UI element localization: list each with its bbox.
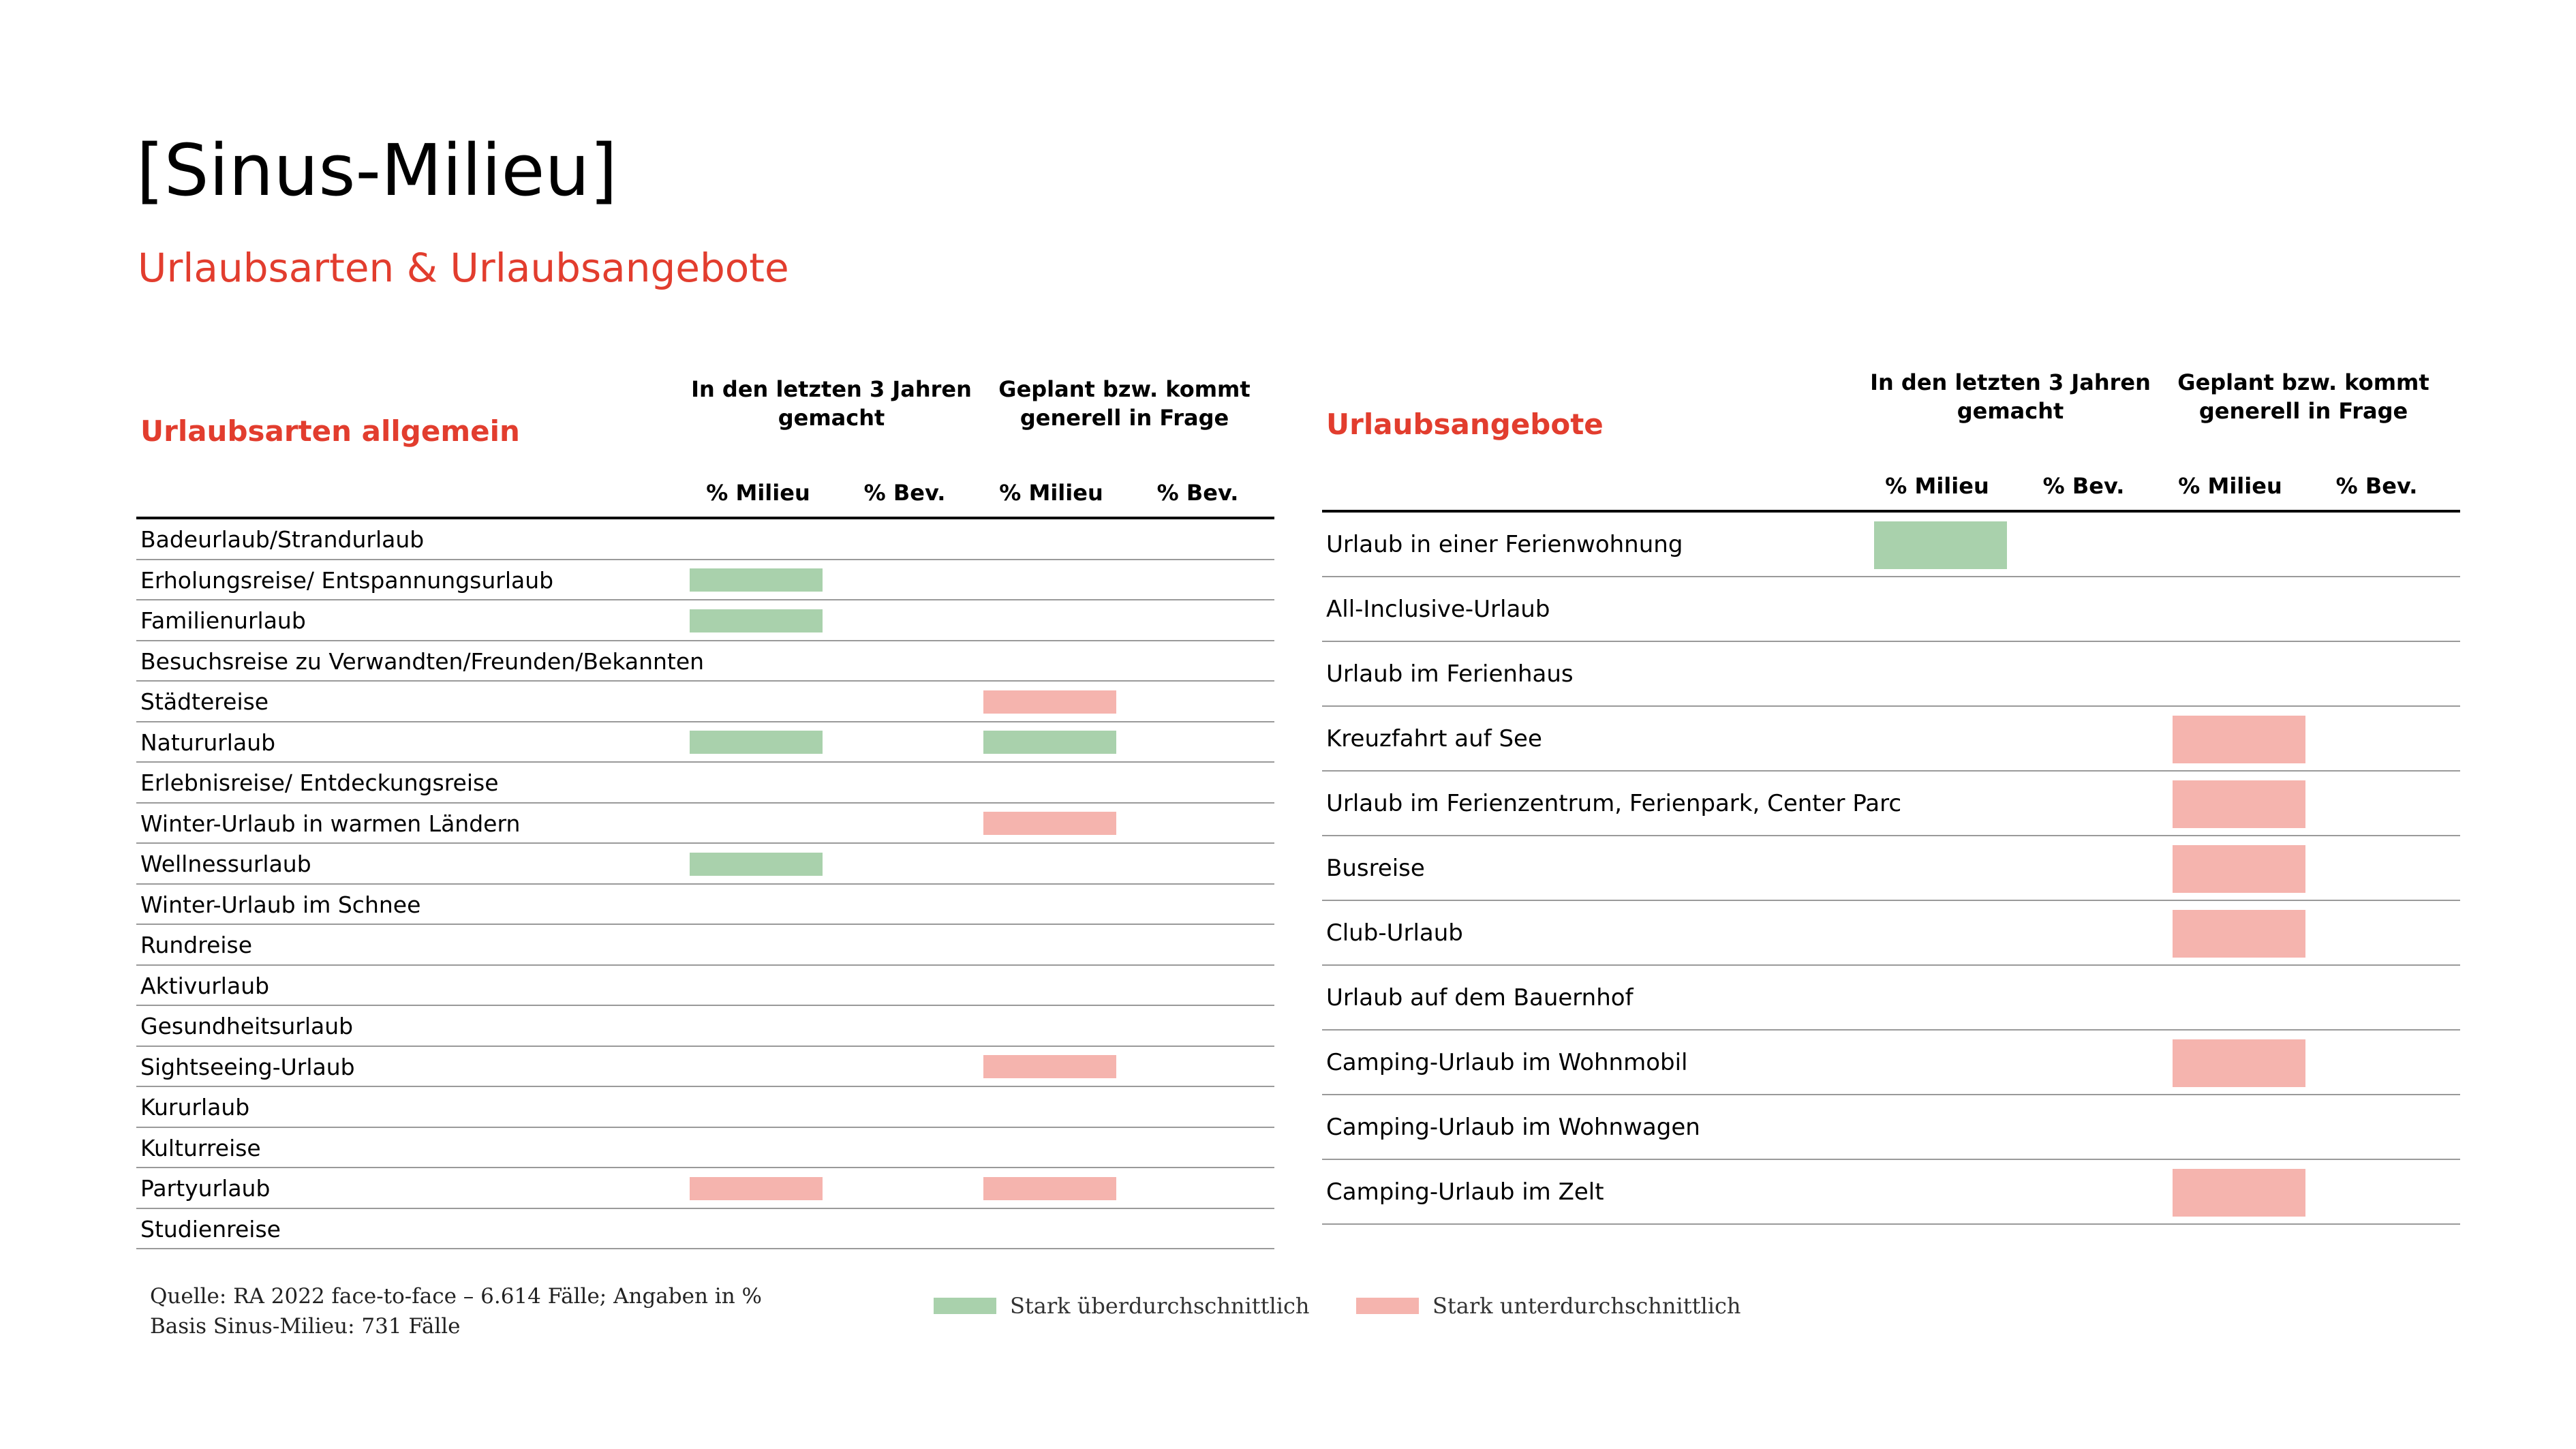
legend-label-below: Stark unterdurchschnittlich xyxy=(1432,1293,1741,1319)
cell-above-average xyxy=(983,731,1116,754)
table-row xyxy=(136,641,1274,682)
table-row xyxy=(1322,1160,2460,1225)
row-label: Camping-Urlaub im Zelt xyxy=(1326,1178,1604,1206)
legend-swatch-below xyxy=(1356,1298,1419,1314)
table-row xyxy=(1322,1095,2460,1160)
row-label: Städtereise xyxy=(140,688,269,715)
row-label: Busreise xyxy=(1326,855,1425,882)
cell-below-average xyxy=(2173,910,2305,958)
row-label: Winter-Urlaub in warmen Ländern xyxy=(140,810,521,837)
table-row xyxy=(136,1047,1274,1088)
row-label: Kulturreise xyxy=(140,1134,261,1161)
page-title: [Sinus-Milieu] xyxy=(136,129,617,212)
row-label: Urlaub im Ferienzentrum, Ferienpark, Center Parc xyxy=(1326,790,1902,817)
col-header-bev-done: % Bev. xyxy=(2042,473,2125,499)
table-row xyxy=(136,1168,1274,1209)
row-label: Wellnessurlaub xyxy=(140,851,311,877)
table-row xyxy=(1322,836,2460,901)
table-row xyxy=(1322,707,2460,772)
cell-below-average xyxy=(983,812,1116,835)
cell-below-average xyxy=(983,1177,1116,1200)
cell-below-average xyxy=(2173,845,2305,893)
group-header-done: In den letzten 3 Jahren gemacht xyxy=(1870,369,2151,424)
section-label: Urlaubsangebote xyxy=(1326,408,1604,441)
table-row xyxy=(1322,901,2460,966)
col-header-milieu-planned: % Milieu xyxy=(999,480,1103,506)
table-row xyxy=(1322,577,2460,642)
cell-below-average xyxy=(2173,1039,2305,1087)
table-rows xyxy=(136,519,1274,1249)
row-label: Kreuzfahrt auf See xyxy=(1326,725,1542,752)
cell-above-average xyxy=(690,609,823,632)
row-label: Urlaub im Ferienhaus xyxy=(1326,660,1574,688)
source-line-1: Quelle: RA 2022 face-to-face – 6.614 Fälle; Angaben in % xyxy=(150,1284,762,1309)
table-row xyxy=(1322,513,2460,577)
table-row xyxy=(136,925,1274,966)
cell-above-average xyxy=(690,568,823,592)
cell-above-average xyxy=(1874,521,2007,569)
cell-below-average xyxy=(690,1177,823,1200)
table-row xyxy=(136,885,1274,926)
row-label: Partyurlaub xyxy=(140,1175,271,1202)
row-label: Sightseeing-Urlaub xyxy=(140,1053,355,1080)
row-label: All-Inclusive-Urlaub xyxy=(1326,596,1550,623)
table-row xyxy=(136,519,1274,560)
table-row xyxy=(1322,966,2460,1031)
group-header-planned: Geplant bzw. kommt generell in Frage xyxy=(2177,369,2429,424)
cell-above-average xyxy=(690,853,823,876)
row-label: Urlaub auf dem Bauernhof xyxy=(1326,984,1634,1011)
table-row xyxy=(136,600,1274,641)
col-header-milieu-done: % Milieu xyxy=(1885,473,1989,499)
table-row xyxy=(136,1209,1274,1250)
row-label: Rundreise xyxy=(140,932,253,958)
row-label: Erlebnisreise/ Entdeckungsreise xyxy=(140,769,499,796)
table-row xyxy=(1322,772,2460,836)
section-label: Urlaubsarten allgemein xyxy=(140,414,520,448)
legend-swatch-above xyxy=(934,1298,996,1314)
source-line-2: Basis Sinus-Milieu: 731 Fälle xyxy=(150,1314,461,1339)
table-row xyxy=(136,560,1274,601)
cell-below-average xyxy=(983,690,1116,714)
table-row xyxy=(1322,642,2460,707)
cell-below-average xyxy=(2173,1169,2305,1217)
row-label: Camping-Urlaub im Wohnmobil xyxy=(1326,1049,1688,1076)
table-row xyxy=(136,722,1274,763)
table-rows xyxy=(1322,513,2460,1225)
row-label: Besuchsreise zu Verwandten/Freunden/Bekannten xyxy=(140,647,705,675)
legend-below xyxy=(1356,1292,1741,1320)
cell-above-average xyxy=(690,731,823,754)
row-label: Kururlaub xyxy=(140,1094,250,1120)
table-row xyxy=(136,1087,1274,1128)
row-label: Badeurlaub/Strandurlaub xyxy=(140,526,425,553)
row-label: Club-Urlaub xyxy=(1326,919,1463,947)
table-row xyxy=(136,844,1274,885)
table-row xyxy=(136,804,1274,844)
row-label: Urlaub in einer Ferienwohnung xyxy=(1326,531,1683,558)
page-subtitle: Urlaubsarten & Urlaubsangebote xyxy=(138,245,789,291)
col-header-bev-planned: % Bev. xyxy=(2335,473,2418,499)
source-note xyxy=(150,1281,762,1341)
row-label: Familienurlaub xyxy=(140,607,306,634)
col-header-bev-planned: % Bev. xyxy=(1156,480,1239,506)
table-row xyxy=(136,1006,1274,1047)
col-header-bev-done: % Bev. xyxy=(863,480,946,506)
cell-below-average xyxy=(2173,716,2305,763)
table-row xyxy=(1322,1031,2460,1095)
table-row xyxy=(136,966,1274,1007)
row-label: Erholungsreise/ Entspannungsurlaub xyxy=(140,566,554,594)
table-row xyxy=(136,1128,1274,1169)
col-header-milieu-planned: % Milieu xyxy=(2178,473,2282,499)
row-label: Gesundheitsurlaub xyxy=(140,1013,354,1039)
row-label: Camping-Urlaub im Wohnwagen xyxy=(1326,1114,1700,1141)
legend-above xyxy=(934,1292,1309,1320)
row-label: Winter-Urlaub im Schnee xyxy=(140,891,421,918)
cell-below-average xyxy=(983,1055,1116,1078)
col-header-milieu-done: % Milieu xyxy=(706,480,810,506)
legend-label-above: Stark überdurchschnittlich xyxy=(1010,1293,1310,1319)
cell-below-average xyxy=(2173,780,2305,828)
group-header-done: In den letzten 3 Jahren gemacht xyxy=(691,376,972,431)
table-row xyxy=(136,682,1274,722)
row-label: Studienreise xyxy=(140,1215,281,1242)
row-label: Natururlaub xyxy=(140,729,276,756)
group-header-planned: Geplant bzw. kommt generell in Frage xyxy=(998,376,1251,431)
table-row xyxy=(136,763,1274,804)
row-label: Aktivurlaub xyxy=(140,972,270,999)
